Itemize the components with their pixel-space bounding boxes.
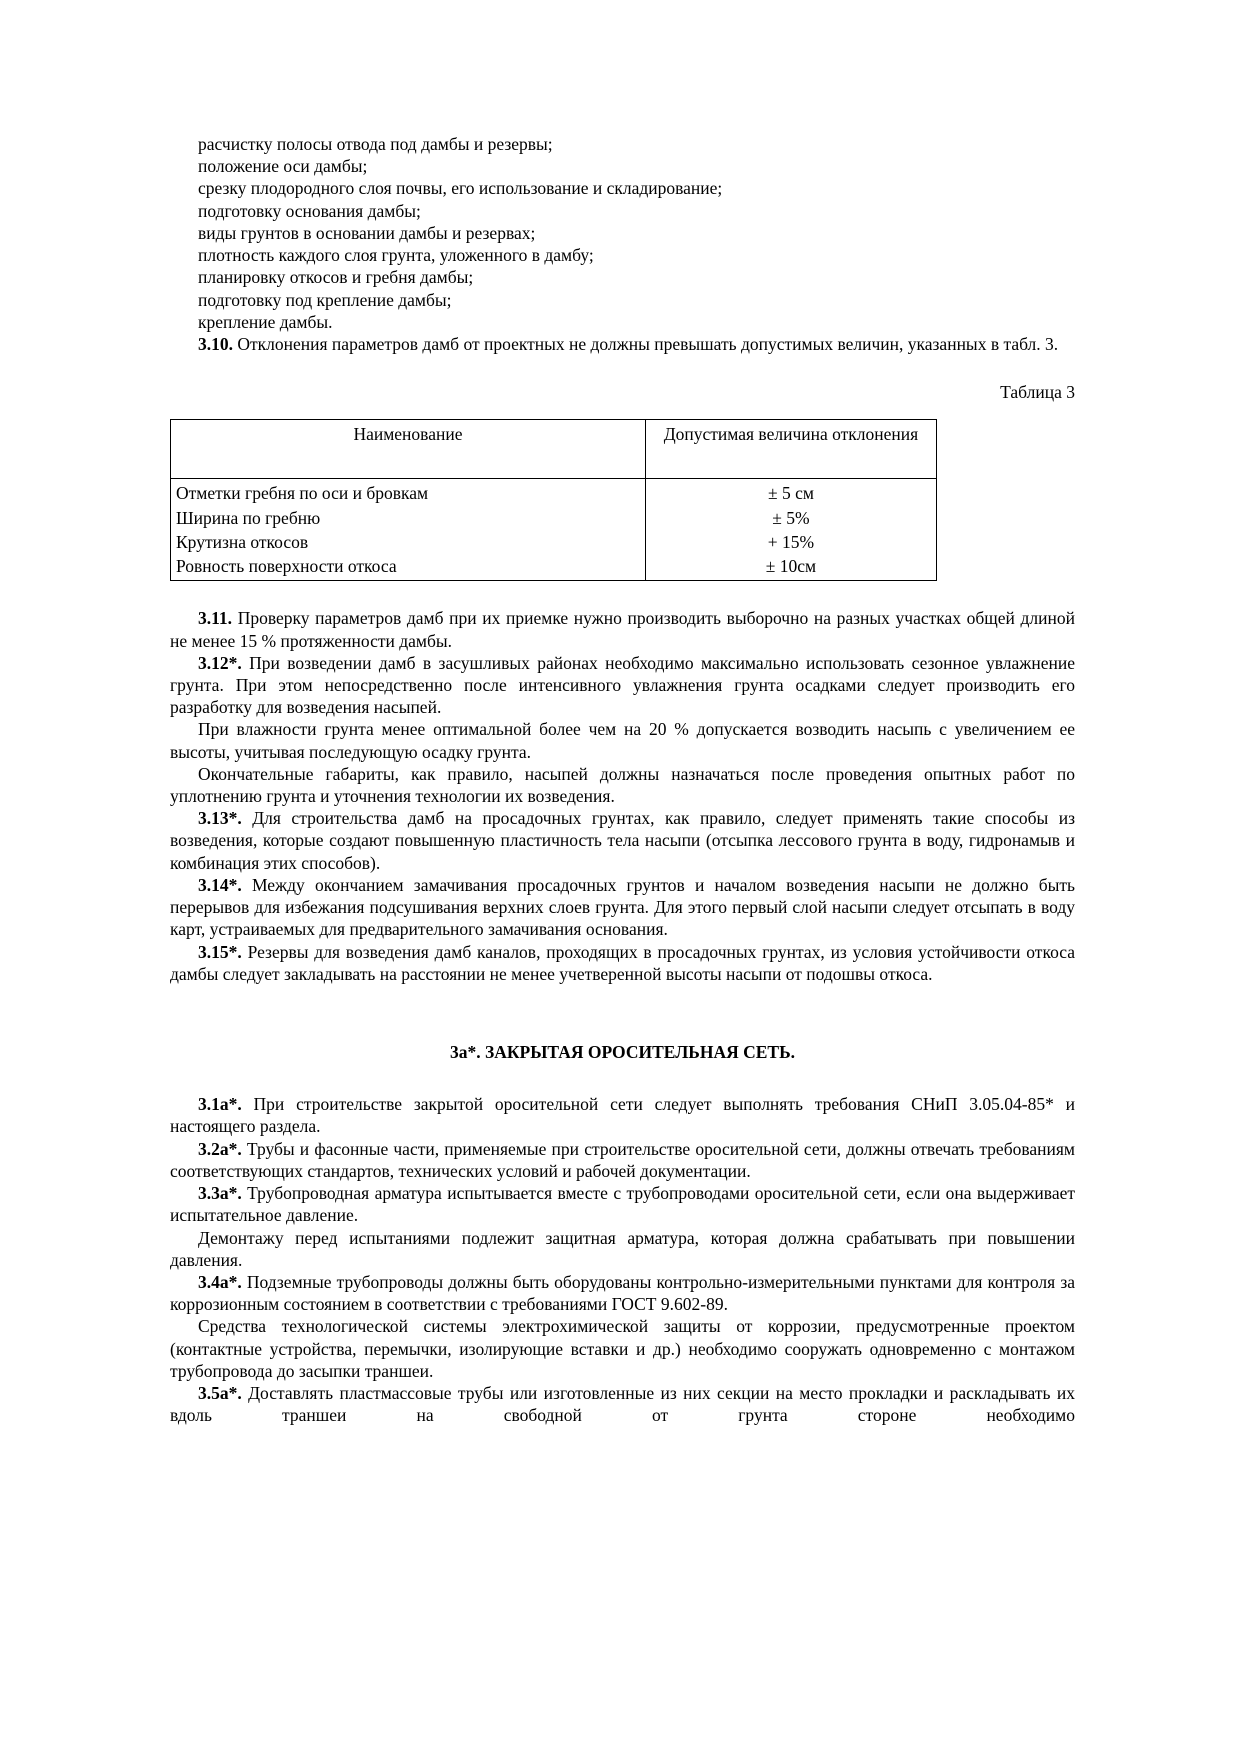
paragraph (170, 718, 1075, 762)
paragraph-text: Трубопроводная арматура испытывается вместе с трубопроводами оросительной сети, если она выдерживает испытательное давление. (170, 1183, 1076, 1226)
paragraph-text: Для строительства дамб на просадочных грунтах, как правило, следует применять такие способы из возведения, которые создают повышенную пластичность тела насыпи (отсыпка лессового грунта в воду, гидронамыв и комбинация этих способов). (170, 808, 1076, 873)
list-item: крепление дамбы. (198, 311, 333, 332)
paragraph-text: Средства технологической системы электрохимической защиты от коррозии, предусмотренные проектом (контактные устройства, перемычки, изолирующие вставки и др.) необходимо сооружать одновременно с монтажом трубопровода до засыпки траншеи. (170, 1316, 1075, 1381)
paragraph (170, 1227, 1075, 1271)
list-item: планировку откосов и гребня дамбы; (198, 267, 474, 288)
paragraph-3-15 (170, 941, 1075, 985)
clause-number: 3.13*. (198, 808, 242, 829)
deviation-limits-table (170, 419, 937, 581)
table-row (171, 554, 937, 581)
table-cell-name: Ширина по гребню (171, 506, 646, 530)
paragraph-3-13 (170, 807, 1075, 874)
paragraph-text: Окончательные габариты, как правило, насыпей должны назначаться после проведения опытных работ по уплотнению грунта и уточнения технологии их возведения. (170, 763, 1075, 807)
clause-number: 3.3а*. (198, 1183, 242, 1204)
paragraph-text: При строительстве закрытой оросительной сети следует выполнять требования СНиП 3.05.04-85* и настоящего раздела. (170, 1094, 1075, 1137)
list-item: виды грунтов в основании дамбы и резервах; (198, 222, 536, 243)
paragraph-3-12 (170, 652, 1075, 719)
paragraph-text: Между окончанием замачивания просадочных грунтов и началом возведения насыпи не должно быть перерывов для избежания подсушивания верхних слоев грунта. Для этого первый слой насыпи следует отсыпать в воду карт, устраиваемых для предварительного замачивания основания. (170, 874, 1076, 940)
table-cell-name: Отметки гребня по оси и бровкам (171, 479, 646, 506)
paragraph-3-4a (170, 1271, 1075, 1315)
clause-number: 3.15*. (198, 941, 242, 962)
paragraph-3-3a (170, 1182, 1075, 1226)
paragraph-text: Проверку параметров дамб при их приемке нужно производить выборочно на разных участках общей длиной не менее 15 % протяженности дамбы. (170, 608, 1076, 651)
paragraph-text: Демонтажу перед испытаниями подлежит защитная арматура, которая должна срабатывать при повышении давления. (170, 1227, 1075, 1270)
table-cell-value: ± 10см (645, 554, 936, 581)
clause-number: 3.1а*. (198, 1094, 242, 1115)
clause-number: 3.11. (198, 608, 233, 629)
table-cell-value: ± 5 см (645, 479, 936, 506)
clause-number: 3.12*. (198, 652, 242, 673)
section-heading: 3а*. ЗАКРЫТАЯ ОРОСИТЕЛЬНАЯ СЕТЬ. (449, 1042, 796, 1062)
clause-number: 3.10. (198, 333, 233, 354)
intro-list (170, 133, 1075, 333)
clause-number: 3.5а*. (198, 1383, 242, 1404)
table-cell-value: + 15% (645, 530, 936, 554)
paragraph-text: При влажности грунта менее оптимальной более чем на 20 % допускается возводить насыпь с увеличением ее высоты, учитывая последующую осадку грунта. (170, 719, 1075, 762)
paragraph-text: Резервы для возведения дамб каналов, проходящих в просадочных грунтах, из условия устойчивости откоса дамбы следует закладывать на расстоянии не менее учетверенной высоты насыпи от подошвы откоса. (170, 941, 1075, 984)
table-header-row (171, 420, 937, 479)
clause-number: 3.14*. (198, 874, 242, 895)
paragraph-text: Отклонения параметров дамб от проектных не должны превышать допустимых величин, указанных в табл. 3. (237, 333, 1059, 354)
list-item: подготовку под крепление дамбы; (198, 289, 452, 310)
paragraph-3-14 (170, 874, 1075, 941)
list-item: срезку плодородного слоя почвы, его использование и складирование; (198, 178, 723, 199)
table-cell-name: Крутизна откосов (171, 530, 646, 554)
paragraph-3-1a (170, 1093, 1075, 1137)
paragraph-text: Трубы и фасонные части, применяемые при строительстве оросительной сети, должны отвечать требованиям соответствующих стандартов, технических условий и рабочей документации. (170, 1138, 1076, 1181)
table-header-name: Наименование (171, 420, 646, 479)
paragraph-3-5a (170, 1382, 1075, 1426)
clause-number: 3.2а*. (198, 1138, 242, 1159)
table-row (171, 530, 937, 554)
paragraph-text: При возведении дамб в засушливых районах необходимо максимально использовать сезонное увлажнение грунта. При этом непосредственно после интенсивного увлажнения грунта осадками следует производить его разработку для возведения насыпей. (170, 652, 1076, 718)
table-cell-value: ± 5% (645, 506, 936, 530)
table-caption: Таблица 3 (1000, 382, 1075, 403)
table-row (171, 506, 937, 530)
paragraph-text: Доставлять пластмассовые трубы или изготовленные из них секции на место прокладки и раскладывать их вдоль траншеи на свободной от грунта стороне необходимо (170, 1383, 1075, 1426)
list-item: положение оси дамбы; (198, 156, 368, 177)
paragraph (170, 1315, 1075, 1382)
clause-number: 3.4а*. (198, 1271, 242, 1292)
table-header-value: Допустимая величина отклонения (645, 420, 936, 479)
paragraph (170, 763, 1075, 807)
list-item: расчистку полосы отвода под дамбы и резервы; (198, 134, 553, 154)
table-row (171, 479, 937, 506)
paragraph-3-2a (170, 1138, 1075, 1182)
table-cell-name: Ровность поверхности откоса (171, 554, 646, 581)
list-item: плотность каждого слоя грунта, уложенного в дамбу; (198, 245, 594, 266)
paragraph-text: Подземные трубопроводы должны быть оборудованы контрольно-измерительными пунктами для контроля за коррозионным состоянием в соответствии с требованиями ГОСТ 9.602-89. (170, 1271, 1076, 1315)
paragraph-3-10 (170, 333, 1075, 355)
paragraph-3-11 (170, 607, 1075, 651)
list-item: подготовку основания дамбы; (198, 200, 421, 221)
